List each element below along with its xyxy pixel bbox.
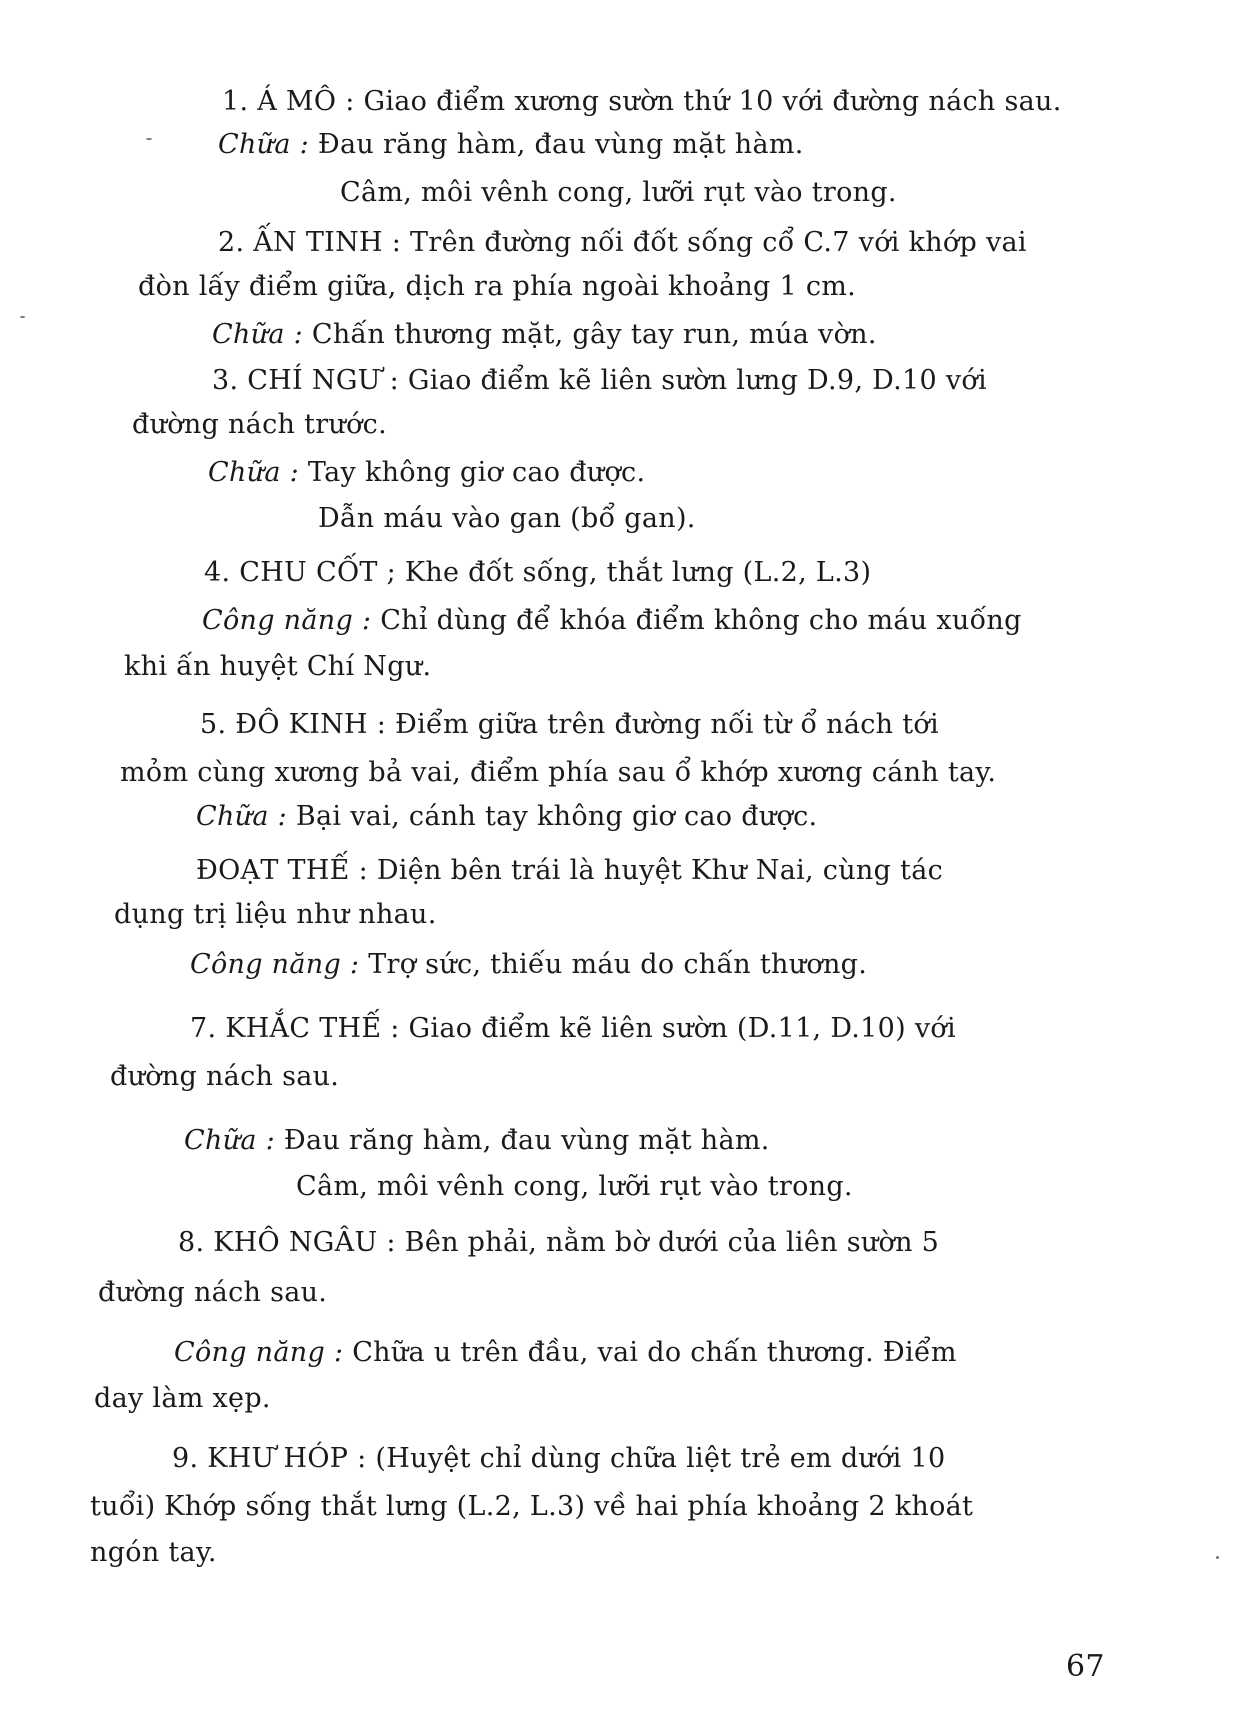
function-label: Công năng :: [174, 1337, 344, 1368]
entry-9-cont-2: ngón tay.: [90, 1537, 217, 1568]
entry-8-cont: đường nách sau.: [98, 1277, 328, 1308]
entry-8-function: Công năng : Chữa u trên đầu, vai do chấn thương. Điểm: [174, 1337, 957, 1368]
entry-8-title: 8. KHÔ NGÂU : Bên phải, nằm bờ dưới của liên sườn 5: [178, 1227, 940, 1258]
entry-5-cont: mỏm cùng xương bả vai, điểm phía sau ổ khớp xương cánh tay.: [120, 757, 997, 788]
entry-6-title: ĐOẠT THẾ : Diện bên trái là huyệt Khư Nai, cùng tác: [196, 855, 944, 886]
entry-2-treatment: Chữa : Chấn thương mặt, gây tay run, múa vờn.: [212, 319, 877, 350]
function-label: Công năng :: [202, 605, 372, 636]
scan-speck: [20, 316, 25, 318]
entry-3-cont: đường nách trước.: [132, 409, 387, 440]
entry-7-title: 7. KHẮC THẾ : Giao điểm kẽ liên sườn (D.11, D.10) với: [190, 1013, 956, 1044]
treatment-label: Chữa :: [218, 129, 310, 160]
function-label: Công năng :: [190, 949, 360, 980]
entry-4-function: Công năng : Chỉ dùng để khóa điểm không cho máu xuống: [202, 605, 1022, 636]
entry-2-cont: đòn lấy điểm giữa, dịch ra phía ngoài khoảng 1 cm.: [138, 271, 857, 302]
entry-7-treatment-cont: Câm, môi vênh cong, lưỡi rụt vào trong.: [296, 1171, 853, 1202]
entry-1-treatment: Chữa : Đau răng hàm, đau vùng mặt hàm.: [218, 129, 804, 160]
scan-speck: [1216, 1556, 1219, 1559]
entry-5-treatment: Chữa : Bại vai, cánh tay không giơ cao được.: [196, 801, 818, 832]
entry-7-cont: đường nách sau.: [110, 1061, 340, 1092]
entry-6-cont: dụng trị liệu như nhau.: [114, 899, 437, 930]
entry-1-title: 1. Á MÔ : Giao điểm xương sườn thứ 10 với đường nách sau.: [222, 86, 1062, 117]
page-number: 67: [1066, 1649, 1105, 1684]
entry-1-treatment-cont: Câm, môi vênh cong, lưỡi rụt vào trong.: [340, 177, 897, 208]
treatment-label: Chữa :: [208, 457, 300, 488]
entry-2-title: 2. ẤN TINH : Trên đường nối đốt sống cổ C.7 với khớp vai: [218, 227, 1027, 258]
entry-9-title: 9. KHƯ HÓP : (Huyệt chỉ dùng chữa liệt trẻ em dưới 10: [172, 1443, 946, 1474]
entry-8-function-cont: day làm xẹp.: [94, 1383, 271, 1414]
entry-3-treatment-cont: Dẫn máu vào gan (bổ gan).: [318, 503, 696, 534]
entry-4-title: 4. CHU CỐT ; Khe đốt sống, thắt lưng (L.2, L.3): [204, 557, 872, 588]
entry-3-title: 3. CHÍ NGƯ : Giao điểm kẽ liên sườn lưng D.9, D.10 với: [212, 365, 987, 396]
treatment-label: Chữa :: [212, 319, 304, 350]
entry-6-function: Công năng : Trợ sức, thiếu máu do chấn thương.: [190, 949, 868, 980]
scan-speck: [146, 138, 152, 140]
entry-9-cont: tuổi) Khớp sống thắt lưng (L.2, L.3) về hai phía khoảng 2 khoát: [90, 1491, 974, 1522]
entry-3-treatment: Chữa : Tay không giơ cao được.: [208, 457, 646, 488]
entry-5-title: 5. ĐÔ KINH : Điểm giữa trên đường nối từ ổ nách tới: [200, 709, 939, 740]
treatment-label: Chữa :: [196, 801, 288, 832]
treatment-label: Chữa :: [184, 1125, 276, 1156]
entry-7-treatment: Chữa : Đau răng hàm, đau vùng mặt hàm.: [184, 1125, 770, 1156]
entry-4-function-cont: khi ấn huyệt Chí Ngư.: [124, 651, 432, 682]
